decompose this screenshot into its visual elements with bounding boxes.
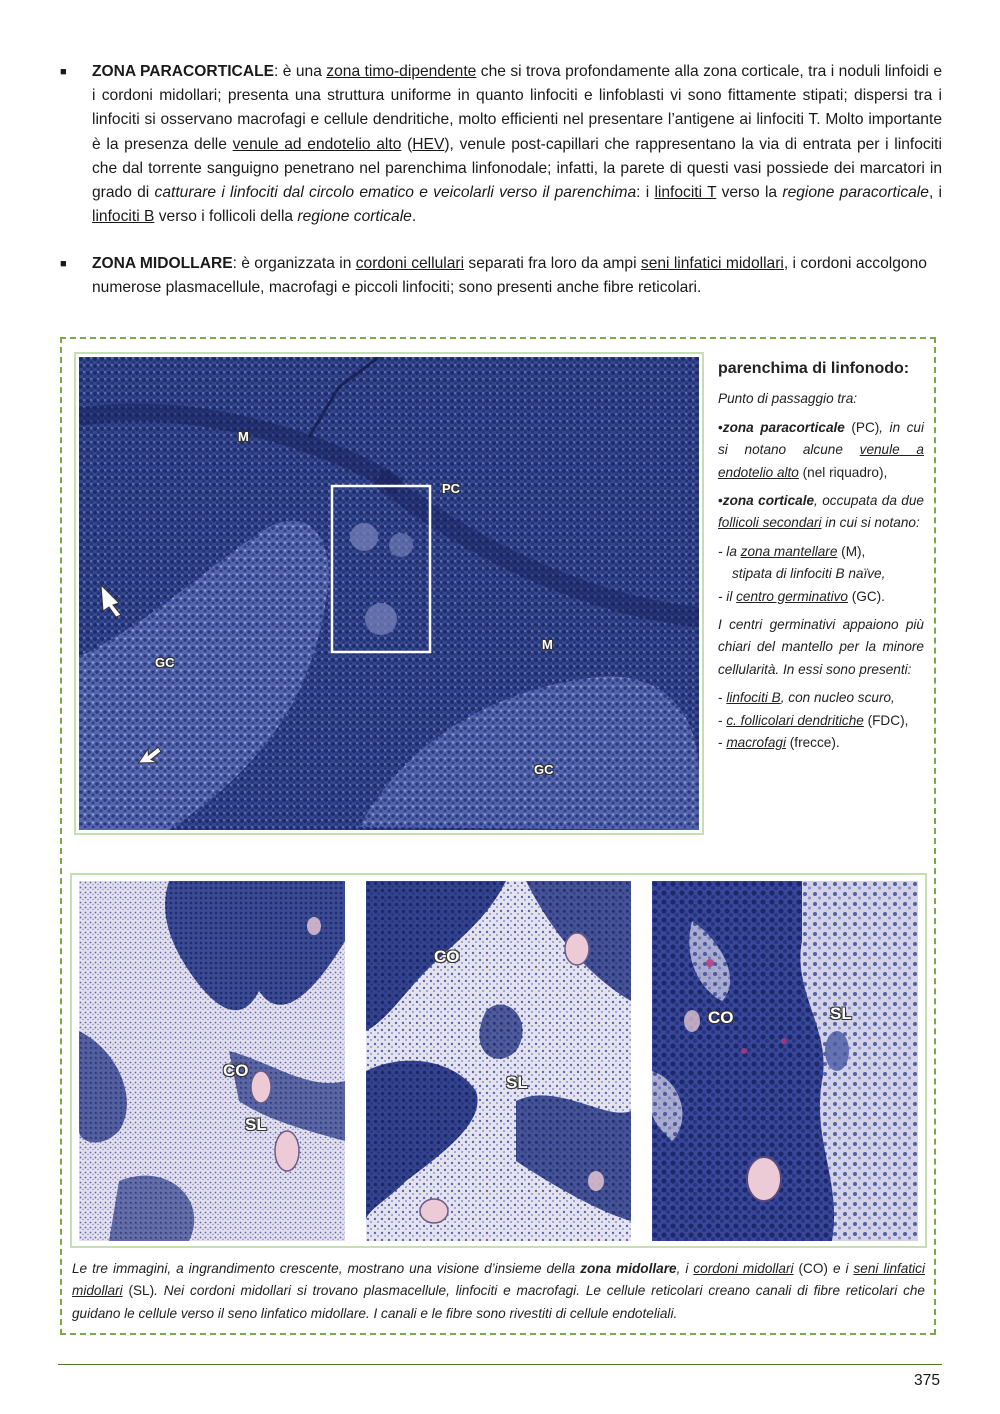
paragraph-zona-paracorticale (60, 60, 942, 229)
text-run: stipata di linfociti B naïve, (732, 566, 886, 582)
text-run: (FDC), (863, 712, 909, 728)
bullet-square: ■ (60, 258, 67, 270)
bullet-square: ■ (60, 66, 67, 78)
text-run: (frecce). (786, 735, 840, 751)
term-underlined: macrofagi (726, 735, 786, 751)
term-underlined: seni linfatici midollari (640, 255, 784, 272)
term-underlined: seni linfatici midollari (72, 1261, 925, 1299)
text-run: , in cui si notano alcune (718, 419, 925, 458)
side-list (718, 687, 924, 754)
term-underlined: venule ad endotelio alto (232, 135, 402, 153)
text-run: . Nei cordoni midollari si trovano plasmacellule, linfociti e macrofagi. Le cellule reticolari creano canali di fibre reticolari che guidano le cellule verso il seno linfatico midollare. I canali e le fibre sono rivestiti di cellule endoteliali. (72, 1283, 925, 1321)
abbr: (CO) (793, 1261, 828, 1276)
bullet-dot: • (718, 493, 723, 509)
label-gc-left: GC (155, 655, 175, 670)
term-underlined: zona mantellare (740, 543, 838, 559)
abbr: (GC). (847, 588, 885, 604)
label-m-right: M (542, 637, 553, 652)
text-run: , con nucleo scuro, (780, 690, 895, 706)
label-sl: SL (830, 1004, 852, 1023)
term-italic: regione paracorticale (782, 184, 929, 202)
medulla-micrograph-low (79, 881, 345, 1241)
term-underlined: HEV (412, 135, 445, 153)
side-item-germinal (718, 586, 924, 608)
text-run: , occupata da due (814, 493, 924, 509)
side-description (718, 358, 924, 755)
label-m-top: M (238, 429, 249, 444)
text-run: verso i follicoli della (154, 208, 298, 226)
text-run: Le tre immagini, a ingrandimento crescente, mostrano una visione d’insieme della (72, 1261, 581, 1276)
paragraph-text (92, 60, 942, 229)
side-item-paracortical (718, 417, 924, 484)
text-run: - (718, 690, 727, 706)
text-run: : è una (274, 63, 327, 80)
term-underlined: c. follicolari dendritiche (726, 712, 864, 728)
bullet-dot: • (718, 419, 723, 435)
paragraph-text (92, 252, 942, 300)
side-heading: parenchima di linfonodo: (718, 360, 910, 377)
micrograph-image (366, 881, 631, 1241)
label-pc: PC (442, 481, 461, 496)
term-underlined: cordoni midollari (693, 1261, 794, 1276)
section-title: ZONA MIDOLLARE (92, 255, 233, 272)
term-bold: zona midollare (580, 1261, 677, 1276)
text-run: - (718, 735, 727, 751)
text-run: : i (636, 184, 655, 202)
label-co: CO (434, 947, 460, 966)
term-underlined: follicoli secondari (718, 515, 822, 531)
side-intro: Punto di passaggio tra: (718, 391, 858, 407)
term-italic: catturare i linfociti dal circolo ematico e veicolarli verso il parenchima (154, 184, 637, 202)
label-sl: SL (245, 1115, 267, 1134)
text-run: , i (928, 184, 942, 202)
term-bold-italic: zona corticale (722, 493, 815, 509)
text-run: , i cordoni accolgono numerose plasmacellule, macrofagi e piccoli linfociti; sono presenti anche fibre reticolari. (92, 255, 927, 297)
side-item-mantle (718, 541, 924, 586)
paragraph-zona-midollare (60, 252, 942, 300)
side-item-cortical (718, 490, 924, 535)
term-underlined: linfociti B (726, 690, 781, 706)
text-run: (nel riquadro), (798, 464, 888, 480)
text-run: . (411, 208, 417, 226)
label-co: CO (223, 1061, 249, 1080)
term-underlined: venule a endotelio alto (718, 442, 924, 480)
lymph-node-parenchyma-micrograph (79, 357, 699, 830)
figure-caption (72, 1258, 925, 1325)
medulla-micrograph-high (652, 881, 918, 1241)
text-run: ( (401, 135, 413, 153)
abbr: (M), (837, 543, 866, 559)
text-run: , i (676, 1261, 694, 1276)
term-underlined: linfociti T (654, 184, 717, 202)
section-title: ZONA PARACORTICALE (92, 63, 275, 80)
side-gc-description: I centri germinativi appaiono più chiari del mantello per la minore cellularità. In essi sono presenti: (718, 617, 924, 677)
footer-divider (58, 1364, 942, 1365)
text-run: - (718, 712, 727, 728)
text-run: ), venule post-capillari che rappresentano la via di entrata per i linfociti che dal torrente sanguigno penetrano nel parenchima linfonodale; infatti, la parete di questi vasi possiede dei marcatori in grado di (92, 135, 942, 202)
term-underlined: zona timo-dipendente (326, 63, 477, 80)
term-underlined: linfociti B (92, 208, 155, 226)
label-gc-bottom: GC (534, 762, 554, 777)
term-underlined: centro germinativo (736, 588, 848, 604)
label-co: CO (708, 1008, 734, 1027)
text-run: che si trova profondamente alla zona corticale, tra i noduli linfoidi e i cordoni midollari; presenta una struttura uniforme in quanto linfociti e linfoblasti vi sono fittamente stipati; dispersi tra i linfociti si osservano macrofagi e cellule dendritiche, molto efficienti nel presentare l’antigene ai linfociti T. Molto importante è la presenza delle (92, 63, 942, 153)
micrograph-image (652, 881, 918, 1241)
page-number: 375 (913, 1372, 940, 1389)
text-run: - la (718, 543, 741, 559)
micrograph-image (79, 881, 345, 1241)
term-bold-italic: zona paracorticale (722, 419, 845, 435)
text-run: separati fra loro da ampi (464, 255, 641, 272)
term-italic: regione corticale (297, 208, 412, 226)
medulla-micrograph-medium (366, 881, 631, 1241)
abbr: (SL) (122, 1283, 155, 1299)
text-run: : è organizzata in (232, 255, 356, 272)
abbr: (PC) (844, 419, 880, 435)
text-run: e i (827, 1261, 854, 1276)
text-run: verso la (716, 184, 783, 202)
text-run: in cui si notano: (821, 515, 920, 531)
label-sl: SL (506, 1073, 528, 1092)
text-run: - il (718, 588, 737, 604)
term-underlined: cordoni cellulari (355, 255, 465, 272)
micrograph-image (79, 357, 699, 830)
